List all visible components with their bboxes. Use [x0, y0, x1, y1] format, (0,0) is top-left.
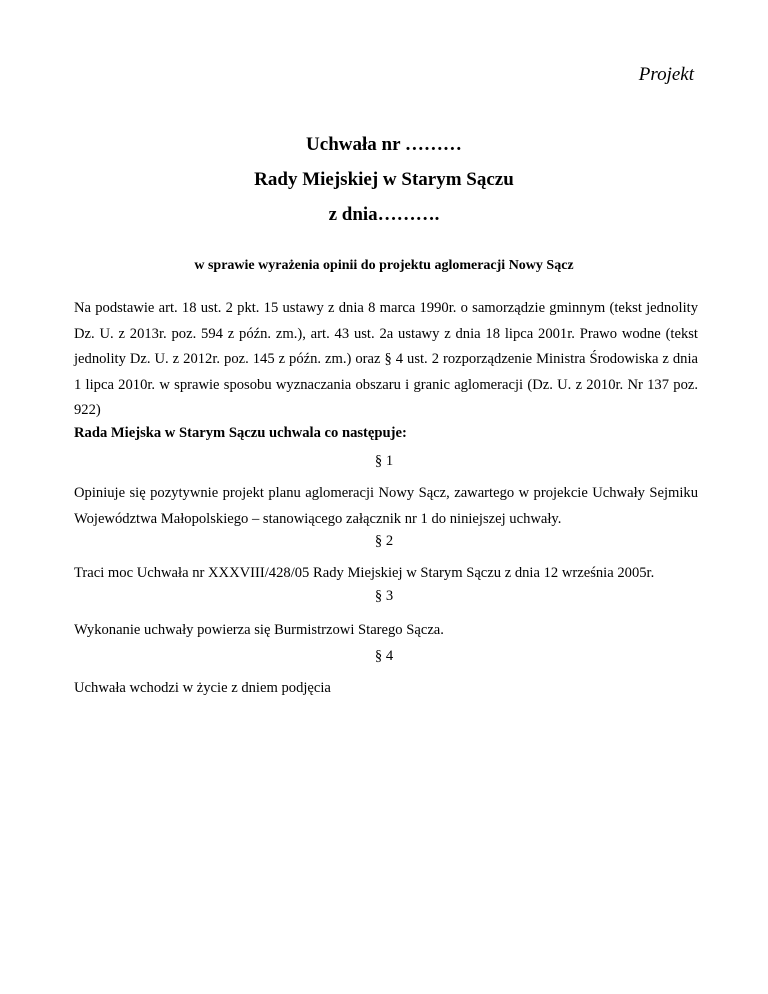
legal-basis-paragraph: Na podstawie art. 18 ust. 2 pkt. 15 ustawy z dnia 8 marca 1990r. o samorządzie gminnym (tekst jednolity Dz. U. z 2013r. poz. 594 z późn. zm.), art. 43 ust. 2a ustawy z dnia 18 lipca 2001r. Prawo wodne (tekst jednolity Dz. U. z 2012r. poz. 145 z późn. zm.) oraz § 4 ust. 2 rozporządzenie Ministra Środowiska z dnia 1 lipca 2010r. w sprawie sposobu wyznaczania obszaru i granic aglomeracji (Dz. U. z 2010r. Nr 137 poz. 922) [74, 300, 698, 418]
section-text-3: Wykonanie uchwały powierza się Burmistrzowi Starego Sącza. [74, 622, 444, 638]
section-mark-2: § 2 [374, 533, 394, 549]
resolution-intro: Rada Miejska w Starym Sączu uchwala co następuje: [74, 425, 407, 441]
resolution-subject: w sprawie wyrażenia opinii do projektu aglomeracji Nowy Sącz [194, 258, 574, 273]
council-name: Rady Miejskiej w Starym Sączu [254, 169, 514, 190]
draft-label: Projekt [638, 64, 694, 85]
resolution-number: Uchwała nr ……… [306, 134, 462, 155]
section-mark-1: § 1 [374, 453, 394, 469]
section-text-1: Opiniuje się pozytywnie projekt planu aglomeracji Nowy Sącz, zawartego w projekcie Uchwały Sejmiku Województwa Małopolskiego – stanowiącego załącznik nr 1 do niniejszej uchwały. [74, 485, 698, 527]
resolution-date: z dnia………. [328, 204, 440, 225]
section-text-4: Uchwała wchodzi w życie z dniem podjęcia [74, 680, 331, 696]
section-mark-3: § 3 [374, 588, 394, 604]
section-mark-4: § 4 [374, 648, 394, 664]
section-text-2: Traci moc Uchwała nr XXXVIII/428/05 Rady Miejskiej w Starym Sączu z dnia 12 września 2005r. [74, 565, 655, 581]
